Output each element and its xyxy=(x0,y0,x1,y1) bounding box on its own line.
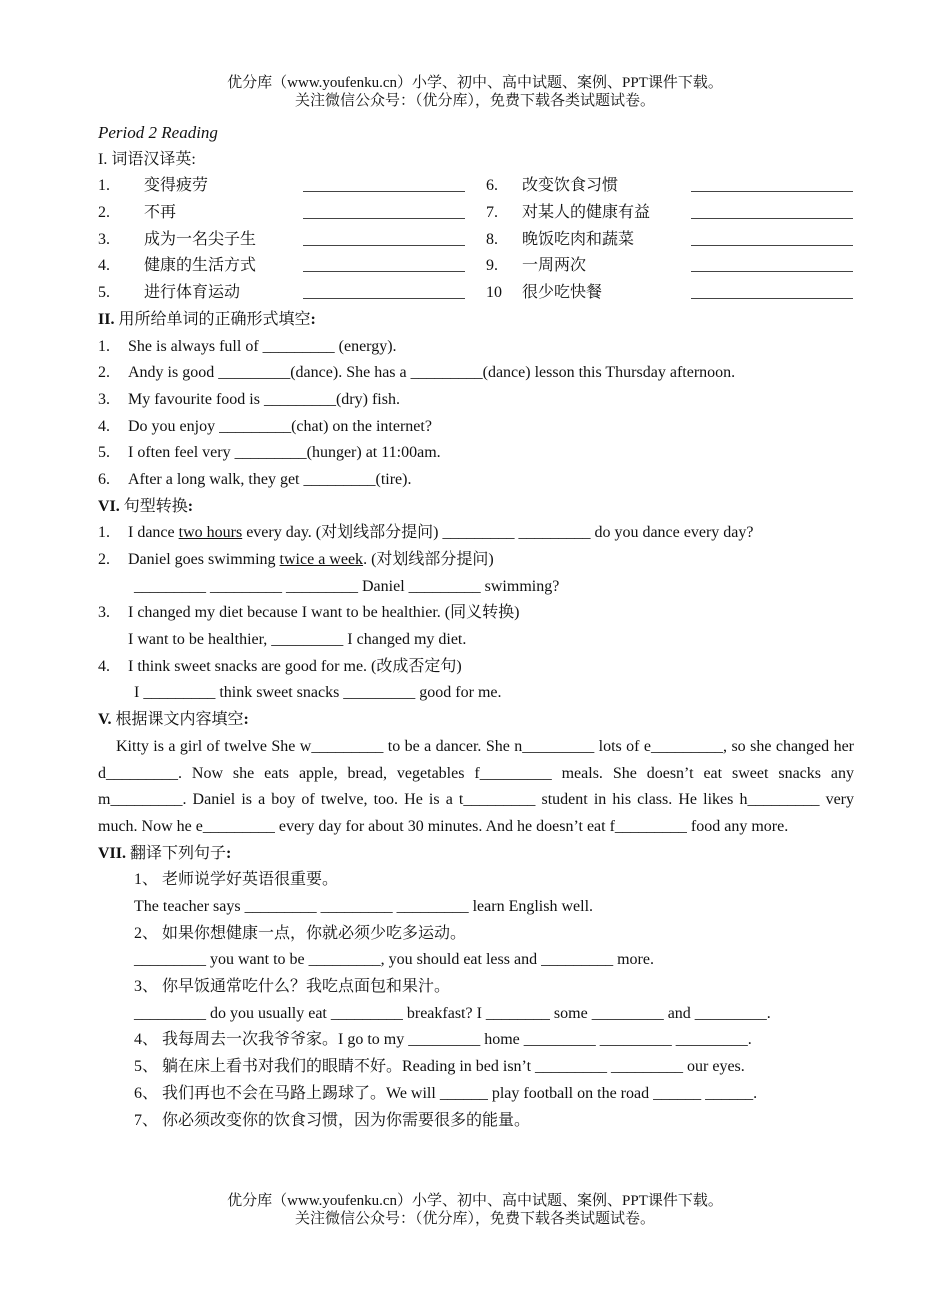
question-number: 2. xyxy=(98,551,110,568)
answer-line[interactable] xyxy=(691,298,853,299)
section-3-colon: : xyxy=(187,497,194,515)
answer-line[interactable] xyxy=(303,191,465,192)
section-2-colon: : xyxy=(310,310,316,328)
vocab-row xyxy=(98,280,854,307)
section-3-heading xyxy=(98,494,854,521)
question-number: 4. xyxy=(98,657,110,675)
question-text: Do you enjoy _________(chat) on the internet? xyxy=(128,417,432,435)
answer-line-text: I want to be healthier, _________ I changed my diet. xyxy=(128,631,467,649)
question-text: She is always full of _________ (energy). xyxy=(128,337,397,355)
vocab-text: 一周两次 xyxy=(522,257,587,275)
question-text-b: . (对划线部分提问) xyxy=(363,551,494,568)
footer-line-2: 关注微信公众号：（优分库），免费下载各类试题试卷。 xyxy=(294,1211,655,1227)
vocab-row xyxy=(98,227,854,254)
question-number: 6. xyxy=(98,470,110,488)
page-header xyxy=(0,74,950,110)
answer-line-text: _________ _________ _________ Daniel _________ swimming? xyxy=(134,577,560,595)
question-text: After a long walk, they get _________(tire). xyxy=(128,470,412,488)
question-item xyxy=(98,600,854,627)
answer-line[interactable] xyxy=(691,245,853,246)
answer-line[interactable] xyxy=(303,245,465,246)
vocab-row xyxy=(98,173,854,200)
translation-prompt: 5、 躺在床上看书对我们的眼睛不好。Reading in bed isn’t _________ _________ our eyes. xyxy=(134,1058,745,1076)
question-number: 1. xyxy=(98,337,110,355)
vocab-row xyxy=(98,253,854,280)
vocab-text: 健康的生活方式 xyxy=(144,257,257,275)
answer-line[interactable] xyxy=(303,298,465,299)
question-number: 5. xyxy=(98,444,110,462)
question-text: Andy is good _________(dance). She has a _________(dance) lesson this Thursday afternoon. xyxy=(128,364,736,382)
answer-line[interactable] xyxy=(691,271,853,272)
translation-prompt: 3、 你早饭通常吃什么？我吃点面包和果汁。 xyxy=(134,978,451,996)
question-item xyxy=(98,334,854,361)
vocab-num: 7. xyxy=(486,204,498,222)
question-item xyxy=(98,520,854,547)
section-2-heading xyxy=(98,307,854,334)
answer-line[interactable] xyxy=(691,191,853,192)
vocab-text: 不再 xyxy=(144,204,177,222)
section-4-heading xyxy=(98,707,854,734)
vocab-num: 3. xyxy=(98,230,110,248)
question-text: I think sweet snacks are good for me. (改成否定句) xyxy=(128,657,462,675)
question-item xyxy=(98,440,854,467)
section-5-heading xyxy=(98,841,854,868)
question-text: My favourite food is _________(dry) fish. xyxy=(128,390,400,408)
question-text-a: Daniel goes swimming xyxy=(128,551,280,568)
translation-prompt: 2、 如果你想健康一点，你就必须少吃多运动。 xyxy=(134,924,467,942)
vocab-num: 6. xyxy=(486,177,498,195)
question-text: I changed my diet because I want to be healthier. (同义转换) xyxy=(128,604,520,622)
section-1-number: I. xyxy=(98,150,108,168)
section-1-heading xyxy=(98,147,854,174)
answer-line-text: I _________ think sweet snacks _________ good for me. xyxy=(134,684,502,702)
vocab-num: 4. xyxy=(98,257,110,275)
section-4-title: 根据课文内容填空 xyxy=(115,711,244,729)
translation-answer: _________ you want to be _________, you should eat less and _________ more. xyxy=(134,951,654,969)
vocab-text: 成为一名尖子生 xyxy=(144,230,257,248)
underlined-phrase: twice a week xyxy=(279,551,364,568)
question-number: 2. xyxy=(98,364,110,382)
question-item xyxy=(98,467,854,494)
vocab-text: 很少吃快餐 xyxy=(522,284,603,302)
vocab-num: 5. xyxy=(98,284,110,302)
translation-prompt: 7、 你必须改变你的饮食习惯，因为你需要很多的能量。 xyxy=(134,1111,531,1129)
vocab-text: 对某人的健康有益 xyxy=(522,204,651,222)
question-number: 1. xyxy=(98,524,110,542)
vocab-num: 10 xyxy=(486,284,502,302)
vocab-grid xyxy=(98,173,854,306)
question-number: 3. xyxy=(98,604,110,622)
answer-line[interactable] xyxy=(303,271,465,272)
vocab-num: 8. xyxy=(486,230,498,248)
answer-line[interactable] xyxy=(303,218,465,219)
translation-prompt: 6、 我们再也不会在马路上踢球了。We will ______ play football on the road ______ ______. xyxy=(134,1084,758,1102)
question-number: 3. xyxy=(98,390,110,408)
worksheet-content xyxy=(98,120,854,1134)
section-4-colon: : xyxy=(243,711,249,729)
section-5-colon: : xyxy=(226,844,232,862)
question-item xyxy=(98,654,854,681)
translation-prompt: 4、 我每周去一次我爷爷家。I go to my _________ home _________ _________ _________. xyxy=(134,1031,752,1049)
vocab-row xyxy=(98,200,854,227)
vocab-num: 1. xyxy=(98,177,110,195)
vocab-text: 晚饭吃肉和蔬菜 xyxy=(522,230,635,248)
answer-line[interactable] xyxy=(691,218,853,219)
vocab-num: 2. xyxy=(98,204,110,222)
question-text-a: I dance xyxy=(128,524,179,542)
vocab-text: 进行体育运动 xyxy=(144,284,241,302)
header-line-1: 优分库（www.youfenku.cn）小学、初中、高中试题、案例、PPT课件下载。 xyxy=(227,75,723,91)
passage-paragraph: Kitty is a girl of twelve She w_________ to be a dancer. She n_________ lots of e_________, so she changed her d_________. Now she eats apple, bread, vegetables f_________ meals. She doesn’t eat sweet snacks any m_________. Daniel is a boy of twelve, too. He is a t_________ student in his class. He likes h_________ very much. Now he e_________ every day for about 30 minutes. And he doesn’t eat f_________ food any more. xyxy=(98,737,854,835)
question-text: I often feel very _________(hunger) at 11:00am. xyxy=(128,444,441,462)
section-2-title: 用所给单词的正确形式填空 xyxy=(118,310,311,328)
section-3-title: 句型转换 xyxy=(123,497,188,515)
section-3-number: VI. xyxy=(98,497,120,515)
section-5-title: 翻译下列句子 xyxy=(130,844,227,862)
footer-line-1: 优分库（www.youfenku.cn）小学、初中、高中试题、案例、PPT课件下载。 xyxy=(227,1193,723,1209)
question-item xyxy=(98,360,854,387)
section-4-number: V. xyxy=(98,711,112,729)
question-text-b: every day. (对划线部分提问) _________ _________ do you dance every day? xyxy=(242,524,754,542)
underlined-phrase: two hours xyxy=(178,524,243,542)
question-item xyxy=(98,414,854,441)
page-title: Period 2 Reading xyxy=(98,123,218,142)
translation-answer: _________ do you usually eat _________ breakfast? I ________ some _________ and _________. xyxy=(134,1004,771,1022)
page-footer xyxy=(0,1192,950,1228)
translation-answer: The teacher says _________ _________ _________ learn English well. xyxy=(134,898,594,915)
vocab-text: 变得疲劳 xyxy=(144,177,209,195)
section-5-number: VII. xyxy=(98,844,127,862)
question-number: 4. xyxy=(98,417,110,435)
vocab-text: 改变饮食习惯 xyxy=(522,177,619,195)
vocab-num: 9. xyxy=(486,257,498,275)
question-item xyxy=(98,387,854,414)
section-1-title: 词语汉译英: xyxy=(111,150,196,168)
header-line-2: 关注微信公众号：（优分库），免费下载各类试题试卷。 xyxy=(294,93,655,109)
translation-prompt: 1、 老师说学好英语很重要。 xyxy=(134,871,339,889)
section-2-number: II. xyxy=(98,310,115,328)
question-item xyxy=(98,547,854,574)
